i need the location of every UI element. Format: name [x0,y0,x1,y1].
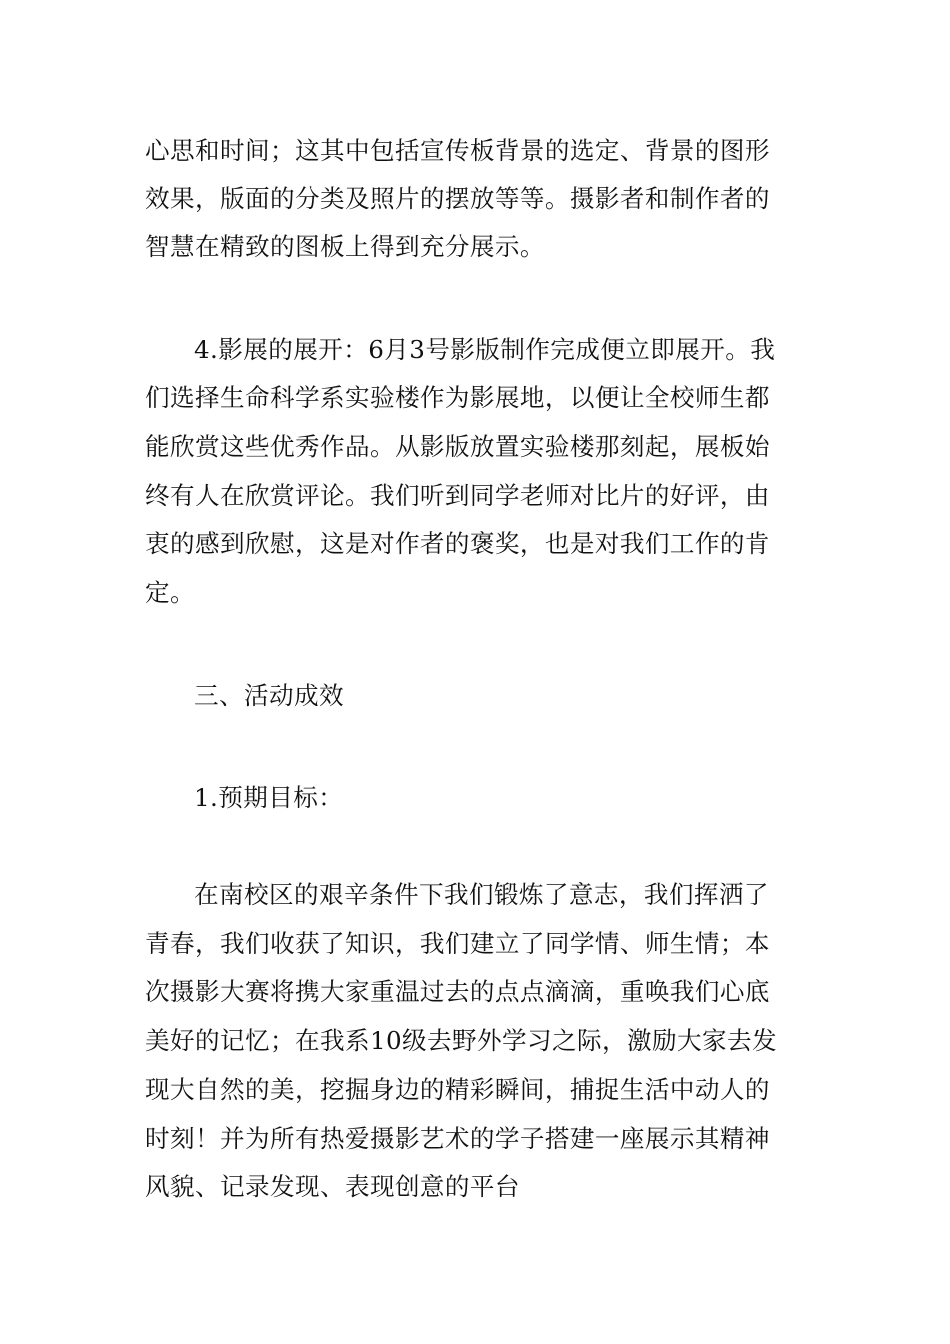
paragraph-line: 4.影展的展开：6月3号影版制作完成便立即展开。我 [194,335,776,364]
paragraph-line: 们选择生命科学系实验楼作为影展地，以便让全校师生都 [145,383,770,412]
paragraph-line: 心思和时间；这其中包括宣传板背景的选定、背景的图形 [145,136,770,165]
paragraph-line: 定。 [145,578,195,607]
paragraph-line: 青春，我们收获了知识，我们建立了同学情、师生情；本 [145,929,770,958]
section-heading: 三、活动成效 [194,681,344,710]
paragraph-line: 衷的感到欣慰，这是对作者的褒奖，也是对我们工作的肯 [145,529,770,558]
paragraph-line: 能欣赏这些优秀作品。从影版放置实验楼那刻起，展板始 [145,432,770,461]
paragraph-line: 终有人在欣赏评论。我们听到同学老师对比片的好评，由 [145,481,770,510]
paragraph-line: 美好的记忆；在我系10级去野外学习之际，激励大家去发 [145,1026,777,1055]
paragraph-line: 现大自然的美，挖掘身边的精彩瞬间，捕捉生活中动人的 [145,1075,770,1104]
paragraph-line: 效果，版面的分类及照片的摆放等等。摄影者和制作者的 [145,184,770,213]
paragraph-line: 在南校区的艰辛条件下我们锻炼了意志，我们挥洒了 [194,880,769,909]
paragraph-line: 风貌、记录发现、表现创意的平台 [145,1172,520,1201]
subsection-heading: 1.预期目标： [194,783,344,812]
paragraph-line: 智慧在精致的图板上得到充分展示。 [145,232,545,261]
paragraph-line: 次摄影大赛将携大家重温过去的点点滴滴，重唤我们心底 [145,977,770,1006]
paragraph-line: 时刻！并为所有热爱摄影艺术的学子搭建一座展示其精神 [145,1124,770,1153]
